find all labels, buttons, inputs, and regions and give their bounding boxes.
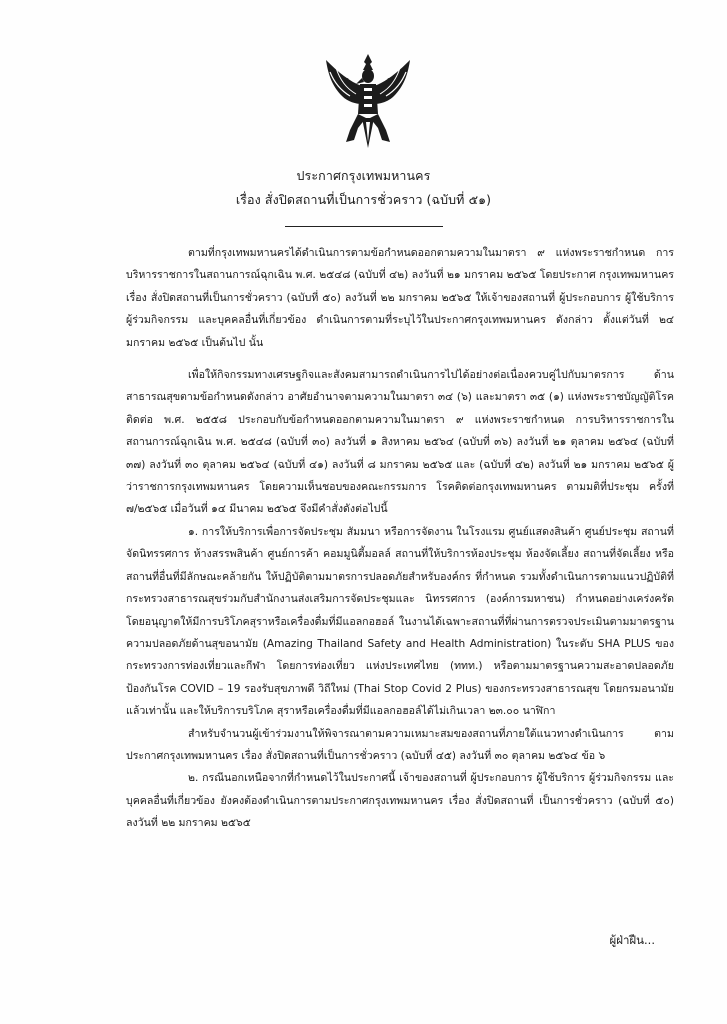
garuda-emblem-icon xyxy=(320,52,416,152)
paragraph: ตามที่กรุงเทพมหานครได้ดำเนินการตามข้อกำหนดออกตามความในมาตรา ๙ แห่งพระราชกำหนด การบริหารราชการในสถานการณ์ฉุกเฉิน พ.ศ. ๒๕๔๘ (ฉบับที่ ๔๒) ลงวันที่ ๒๑ มกราคม ๒๕๖๕ โดยประกาศ กรุงเทพมหานคร เรื่อง สั่งปิดสถานที่เป็นการชั่วคราว (ฉบับที่ ๕๐) ลงวันที่ ๒๒ มกราคม ๒๕๖๕ ให้เจ้าของสถานที่ ผู้ประกอบการ ผู้ใช้บริการ ผู้ร่วมกิจกรรม และบุคคลอื่นที่เกี่ยวข้อง ดำเนินการตามที่ระบุไว้ในประกาศกรุงเทพมหานคร ดังกล่าว ตั้งแต่วันที่ ๒๔ มกราคม ๒๕๖๕ เป็นต้นไป นั้น xyxy=(126,247,674,349)
announcement-subject: เรื่อง สั่งปิดสถานที่เป็นการชั่วคราว (ฉบับที่ ๕๑) xyxy=(235,192,492,207)
divider xyxy=(285,226,443,227)
paragraph: ๑. การให้บริการเพื่อการจัดประชุม สัมมนา หรือการจัดงาน ในโรงแรม ศูนย์แสดงสินค้า ศูนย์ประชุม สถานที่จัดนิทรรศการ ห้างสรรพสินค้า ศูนย์การค้า คอมมูนิตี้มอลล์ สถานที่ให้บริการห้องประชุม ห้องจัดเลี้ยง สถานที่จัดเลี้ยง หรือสถานที่อื่นที่มีลักษณะคล้ายกัน ให้ปฏิบัติตามมาตรการปลอดภัยสำหรับองค์กร ที่กำหนด รวมทั้งดำเนินการตามแนวปฏิบัติที่กระทรวงสาธารณสุขร่วมกับสำนักงานส่งเสริมการจัดประชุมและ นิทรรศการ (องค์การมหาชน) กำหนดอย่างเคร่งครัด โดยอนุญาตให้มีการบริโภคสุราหรือเครื่องดื่มที่มีแอลกอฮอล์ ในงานได้เฉพาะสถานที่ที่ผ่านการตรวจประเมินตามมาตรฐานความปลอดภัยด้านสุขอนามัย (Amazing Thailand Safety and Health Administration) ในระดับ SHA PLUS ของกระทรวงการท่องเที่ยวและกีฬา โดยการท่องเที่ยว แห่งประเทศไทย (ททท.) หรือตามมาตรฐานความสะอาดปลอดภัยป้องกันโรค COVID – 19 รองรับสุขภาพดี วิถีใหม่ (Thai Stop Covid 2 Plus) ของกระทรวงสาธารณสุข โดยกรมอนามัย แล้วเท่านั้น และให้บริการบริโภค สุราหรือเครื่องดื่มที่มีแอลกอฮอล์ได้ไม่เกินเวลา ๒๓.๐๐ นาฬิกา xyxy=(126,525,674,718)
paragraph: เพื่อให้กิจกรรมทางเศรษฐกิจและสังคมสามารถดำเนินการไปได้อย่างต่อเนื่องควบคู่ไปกับมาตรการ ด้านสาธารณสุขตามข้อกำหนดดังกล่าว อาศัยอำนาจตามความในมาตรา ๓๔ (๖) และมาตรา ๓๕ (๑) แห่งพระราชบัญญัติโรคติดต่อ พ.ศ. ๒๕๕๘ ประกอบกับข้อกำหนดออกตามความในมาตรา ๙ แห่งพระราชกำหนด การบริหารราชการในสถานการณ์ฉุกเฉิน พ.ศ. ๒๕๔๘ (ฉบับที่ ๓๐) ลงวันที่ ๑ สิงหาคม ๒๕๖๔ (ฉบับที่ ๓๖) ลงวันที่ ๒๑ ตุลาคม ๒๕๖๔ (ฉบับที่ ๓๗) ลงวันที่ ๓๐ ตุลาคม ๒๕๖๔ (ฉบับที่ ๔๑) ลงวันที่ ๘ มกราคม ๒๕๖๕ และ (ฉบับที่ ๔๒) ลงวันที่ ๒๑ มกราคม ๒๕๖๕ ผู้ว่าราชการกรุงเทพมหานคร โดยความเห็นชอบของคณะกรรมการ โรคติดต่อกรุงเทพมหานคร ตามมติที่ประชุม ครั้งที่ ๗/๒๕๖๕ เมื่อวันที่ ๑๔ มีนาคม ๒๕๖๕ จึงมีคำสั่งดังต่อไปนี้ xyxy=(126,369,674,516)
continuation-marker: ผู้ฝ่าฝืน... xyxy=(609,933,655,947)
announcement-title: ประกาศกรุงเทพมหานคร xyxy=(296,168,431,183)
paragraph: ๒. กรณีนอกเหนือจากที่กำหนดไว้ในประกาศนี้ เจ้าของสถานที่ ผู้ประกอบการ ผู้ใช้บริการ ผู้ร่วมกิจกรรม และบุคคลอื่นที่เกี่ยวข้อง ยังคงต้องดำเนินการตามประกาศกรุงเทพมหานคร เรื่อง สั่งปิดสถานที่ เป็นการชั่วคราว (ฉบับที่ ๕๐) ลงวันที่ ๒๒ มกราคม ๒๕๖๕ xyxy=(126,772,674,830)
paragraph: สำหรับจำนวนผู้เข้าร่วมงานให้พิจารณาตามความเหมาะสมของสถานที่ภายใต้แนวทางดำเนินการ ตามประกาศกรุงเทพมหานคร เรื่อง สั่งปิดสถานที่เป็นการชั่วคราว (ฉบับที่ ๔๕) ลงวันที่ ๓๐ ตุลาคม ๒๕๖๔ ข้อ ๖ xyxy=(126,727,674,762)
document-body xyxy=(126,242,674,835)
